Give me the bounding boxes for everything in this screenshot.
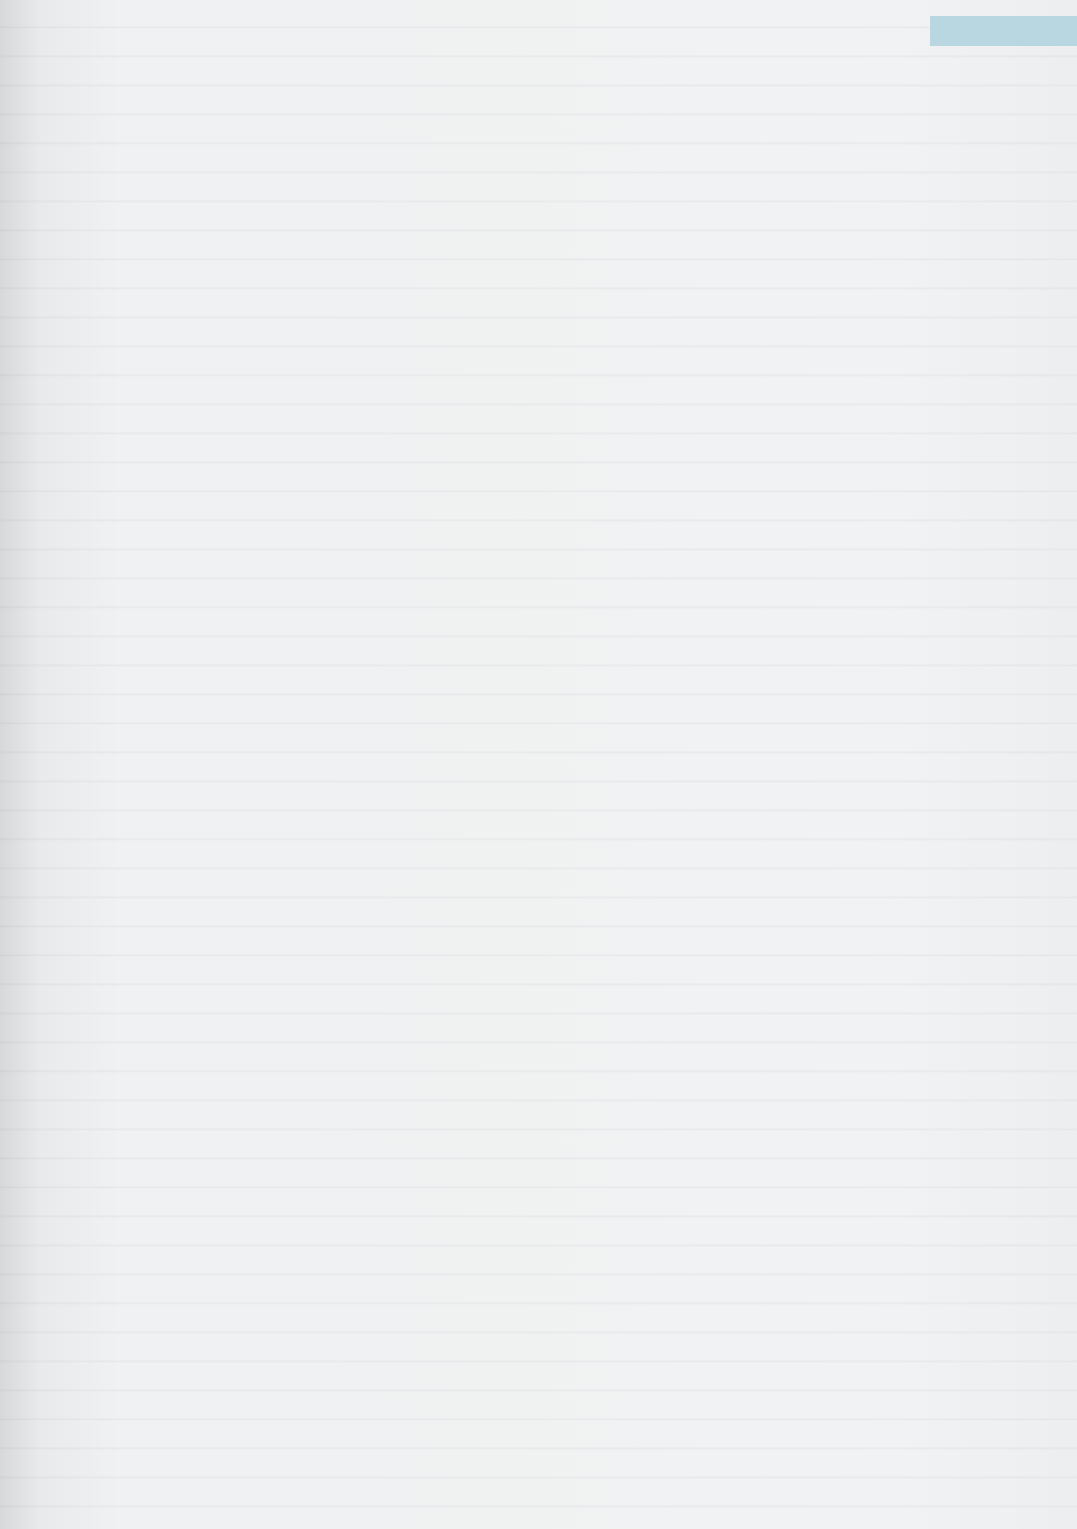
- page-number-tab: [930, 16, 1077, 46]
